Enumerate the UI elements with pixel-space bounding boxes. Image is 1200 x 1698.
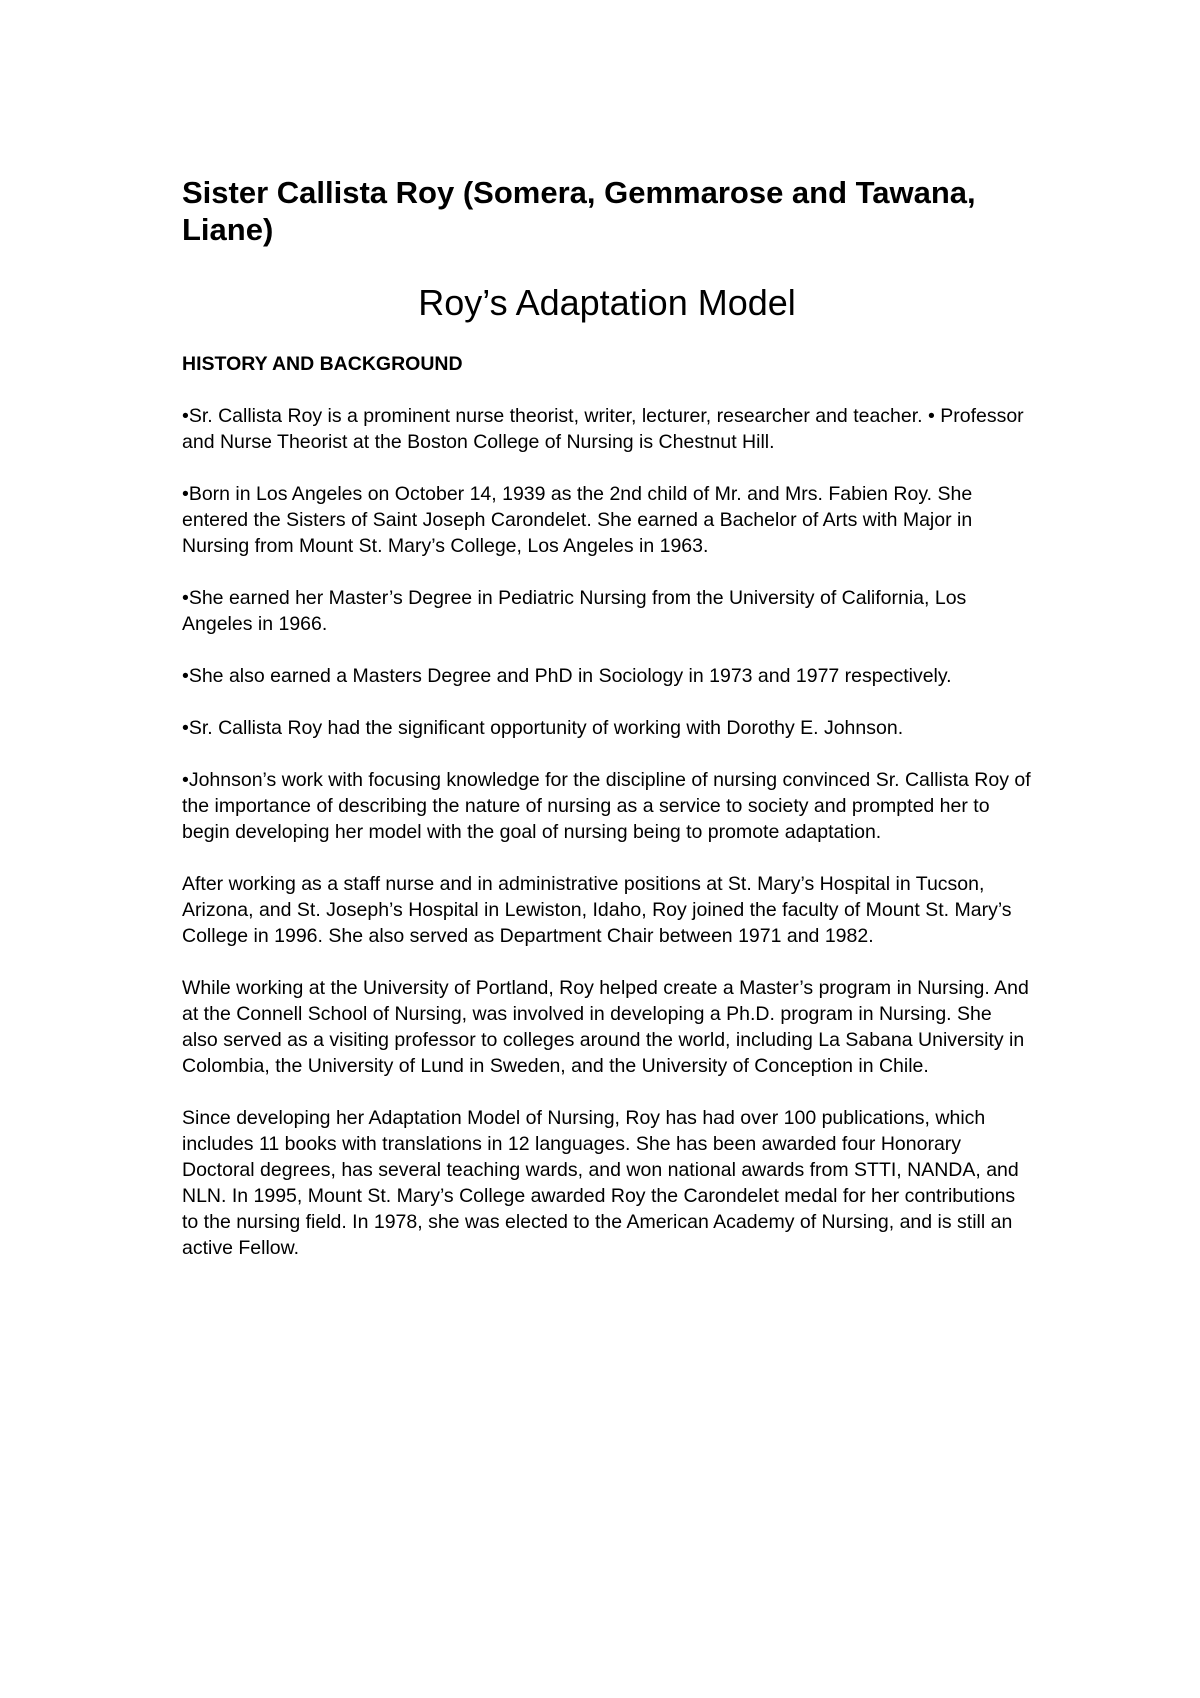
paragraph: •Born in Los Angeles on October 14, 1939 as the 2nd child of Mr. and Mrs. Fabien Roy. She entered the Sisters of Saint Joseph Carondelet. She earned a Bachelor of Arts with Major in Nursing from Mount St. Mary’s College, Los Angeles in 1963. — [182, 483, 973, 557]
document-title: Sister Callista Roy (Somera, Gemmarose and Tawana, Liane) — [182, 175, 976, 247]
paragraph: Since developing her Adaptation Model of Nursing, Roy has had over 100 publications, which includes 11 books with translations in 12 languages. She has been awarded four Honorary Doctoral degrees, has several teaching wards, and won national awards from STTI, NANDA, and NLN. In 1995, Mount St. Mary’s College awarded Roy the Carondelet medal for her contributions to the nursing field. In 1978, she was elected to the American Academy of Nursing, and is still an active Fellow. — [182, 1107, 1019, 1259]
paragraph: •Sr. Callista Roy is a prominent nurse theorist, writer, lecturer, researcher and teacher. • Professor and Nurse Theorist at the Boston College of Nursing is Chestnut Hill. — [182, 405, 1024, 453]
paragraph: •She also earned a Masters Degree and PhD in Sociology in 1973 and 1977 respectively. — [182, 665, 952, 687]
document-body — [182, 174, 1032, 1261]
document-subtitle: Roy’s Adaptation Model — [418, 282, 796, 323]
paragraph: •Sr. Callista Roy had the significant opportunity of working with Dorothy E. Johnson. — [182, 717, 904, 739]
paragraph: While working at the University of Portland, Roy helped create a Master’s program in Nursing. And at the Connell School of Nursing, was involved in developing a Ph.D. program in Nursing. She also served as a visiting professor to colleges around the world, including La Sabana University in Colombia, the University of Lund in Sweden, and the University of Conception in Chile. — [182, 977, 1029, 1077]
paragraph: After working as a staff nurse and in administrative positions at St. Mary’s Hospital in Tucson, Arizona, and St. Joseph’s Hospital in Lewiston, Idaho, Roy joined the faculty of Mount St. Mary’s College in 1996. She also served as Department Chair between 1971 and 1982. — [182, 873, 1012, 947]
section-heading: HISTORY AND BACKGROUND — [182, 353, 463, 375]
paragraph: •She earned her Master’s Degree in Pediatric Nursing from the University of California, Los Angeles in 1966. — [182, 587, 967, 635]
paragraph: •Johnson’s work with focusing knowledge for the discipline of nursing convinced Sr. Callista Roy of the importance of describing the nature of nursing as a service to society and prompted her to begin developing her model with the goal of nursing being to promote adaptation. — [182, 769, 1031, 843]
